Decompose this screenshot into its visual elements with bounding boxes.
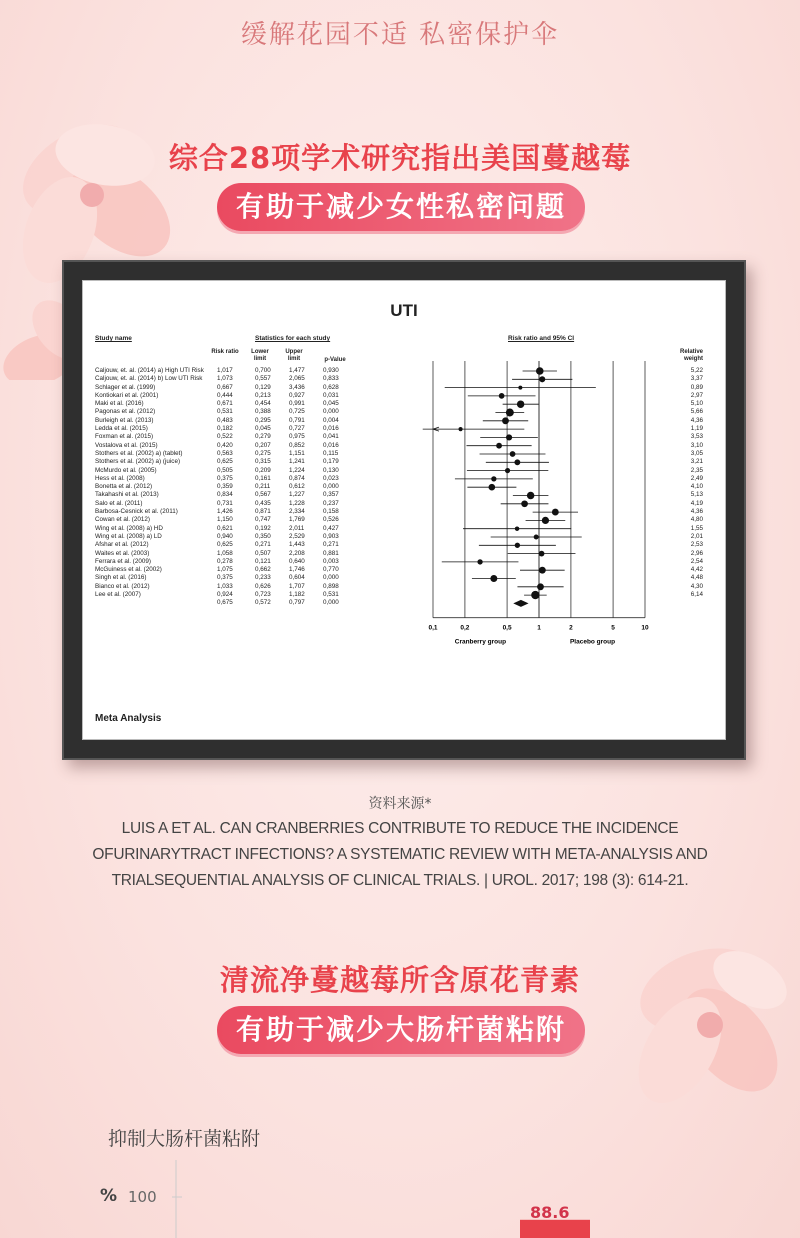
x-tick-label: 5 [611, 624, 615, 632]
cell-rr: 1,017 [217, 367, 233, 374]
cell-hi: 0,797 [289, 599, 305, 607]
cell-weight: 2,35 [690, 466, 703, 474]
cell-lo: 0,279 [255, 433, 271, 441]
cell-p: 0,628 [323, 383, 339, 391]
overall-diamond [513, 600, 528, 607]
cell-p: 0,023 [323, 474, 339, 482]
cell-rr: 0,625 [217, 458, 233, 466]
study-point [502, 417, 509, 424]
cell-weight: 1,55 [690, 524, 703, 532]
cell-weight: 4,80 [690, 516, 703, 524]
cell-hi: 2,334 [289, 508, 305, 516]
pill-reduce-female-issues: 有助于减少女性私密问题 [217, 183, 585, 231]
cell-name: Vostalova et al. (2015) [95, 441, 158, 449]
cell-rr: 0,731 [217, 499, 233, 507]
cell-p: 0,016 [323, 441, 339, 449]
cell-name: Foxman et al. (2015) [95, 433, 154, 441]
y-axis-label: % [100, 1186, 118, 1206]
cell-lo: 0,271 [255, 541, 271, 549]
top-title: 缓解花园不适 私密保护伞 [240, 20, 560, 50]
cell-weight: 2,54 [690, 557, 703, 565]
cell-lo: 0,350 [255, 532, 271, 540]
study-row [95, 583, 365, 591]
cell-hi: 1,224 [289, 466, 305, 474]
study-row [95, 591, 365, 599]
cell-p: 0,031 [323, 391, 339, 399]
study-row [95, 491, 365, 499]
study-point [536, 367, 544, 375]
cell-rr: 0,834 [217, 491, 233, 499]
study-point [515, 543, 520, 548]
study-table [95, 367, 365, 608]
cell-rr: 0,359 [217, 483, 233, 491]
cell-lo: 0,700 [255, 367, 271, 374]
cell-weight: 2,53 [690, 541, 703, 549]
cell-weight: 3,10 [690, 441, 703, 449]
study-point [534, 535, 539, 540]
cell-hi: 1,227 [289, 491, 305, 499]
cell-rr: 0,444 [217, 391, 233, 399]
cell-hi: 0,725 [289, 408, 305, 416]
header-relative-weight: Relative weight [679, 349, 703, 362]
bar-value-label: 88.6 [530, 1203, 570, 1222]
cell-lo: 0,211 [255, 483, 271, 491]
cell-name: Cowan et al. (2012) [95, 516, 150, 524]
citation-line: TRIALSEQUENTIAL ANALYSIS OF CLINICAL TRIALS. | UROL. 2017; 198 (3): 614-21. [111, 872, 689, 889]
study-row [95, 558, 365, 566]
cell-lo: 0,295 [255, 416, 271, 424]
cell-hi: 2,065 [289, 375, 305, 383]
study-point [539, 567, 546, 574]
heading-proanthocyanidins: 清流净蔓越莓所含原花青素 [219, 963, 580, 997]
cell-lo: 0,192 [255, 524, 271, 532]
study-point [491, 476, 496, 481]
study-row [95, 533, 365, 541]
cell-rr: 0,667 [217, 383, 233, 391]
study-point [537, 583, 544, 590]
cell-weight: 5,22 [690, 367, 703, 374]
cell-hi: 0,852 [289, 441, 305, 449]
overall-row [95, 599, 365, 607]
cell-lo: 0,747 [255, 516, 271, 524]
cell-hi: 0,975 [289, 433, 305, 441]
x-tick-label: 0,1 [428, 624, 438, 632]
cell-p: 0,115 [323, 449, 339, 457]
study-point [514, 459, 520, 465]
header-p-value: p-Value [324, 357, 346, 363]
cell-rr: 0,563 [217, 449, 233, 457]
cell-hi: 2,529 [289, 532, 305, 540]
cell-weight: 3,21 [690, 458, 703, 466]
cell-name: Bonetta et al. (2012) [95, 483, 153, 491]
cell-lo: 0,626 [255, 582, 271, 590]
study-row [95, 425, 365, 433]
cell-rr: 1,058 [217, 549, 233, 557]
study-row [95, 541, 365, 549]
study-row [95, 375, 365, 383]
cell-p: 0,016 [323, 425, 339, 433]
cell-p: 0,000 [323, 408, 339, 416]
cell-name: McGuiness et al. (2002) [95, 566, 162, 574]
cell-rr: 0,621 [217, 524, 233, 532]
cell-rr: 1,426 [217, 508, 233, 516]
cell-weight: 4,42 [690, 566, 703, 574]
cell-name: Stothers et al. (2002) a) (juice) [95, 458, 181, 466]
cell-name: Ledda et al. (2015) [95, 425, 148, 433]
y-tick-label: 100 [128, 1188, 157, 1206]
cell-lo: 0,567 [255, 491, 271, 499]
cell-p: 0,158 [323, 508, 339, 516]
cell-lo: 0,388 [255, 408, 271, 416]
cell-rr: 1,073 [217, 375, 233, 383]
cell-rr: 1,075 [217, 566, 233, 574]
cell-p: 0,041 [323, 433, 339, 441]
cell-p: 0,833 [323, 375, 339, 383]
header-upper-limit: Upper limit [285, 349, 303, 362]
cell-p: 0,903 [323, 532, 339, 540]
x-tick-label: 0,5 [502, 624, 512, 632]
cell-p: 0,526 [323, 516, 339, 524]
cell-name: McMurdo et al. (2005) [95, 466, 157, 474]
cell-name: Bianco et al. (2012) [95, 582, 150, 590]
cell-name: Wing et al. (2008) a) HD [95, 524, 163, 532]
study-row [95, 550, 365, 558]
cell-lo: 0,275 [255, 449, 271, 457]
cell-rr: 0,625 [217, 541, 233, 549]
cell-lo: 0,209 [255, 466, 271, 474]
study-point [517, 400, 524, 407]
bar-chart-title: 抑制大肠杆菌粘附 [108, 1128, 261, 1150]
cell-weight: 2,49 [690, 474, 703, 482]
cell-p: 0,930 [323, 367, 339, 374]
cell-name: Burleigh et al. (2013) [95, 416, 154, 424]
cell-hi: 1,746 [289, 566, 305, 574]
cell-hi: 0,640 [289, 557, 305, 565]
cell-hi: 2,208 [289, 549, 305, 557]
cell-weight: 1,19 [690, 425, 703, 433]
cell-lo: 0,435 [255, 499, 271, 507]
cell-rr: 0,671 [217, 400, 233, 408]
cell-hi: 1,151 [289, 449, 305, 457]
pill-reduce-ecoli: 有助于减少大肠杆菌粘附 [217, 1006, 585, 1054]
cell-name: Salo et al. (2011) [95, 499, 143, 507]
study-point [505, 468, 510, 473]
cell-lo: 0,723 [255, 591, 271, 599]
cell-name: Caljouw, et. al. (2014) b) Low UTI Risk [95, 375, 203, 383]
cell-lo: 0,507 [255, 549, 271, 557]
cell-name: Ferrara et al. (2009) [95, 557, 151, 565]
x-tick-label: 0,2 [460, 624, 470, 632]
cell-hi: 1,477 [289, 367, 305, 374]
cell-name: Stothers et al. (2002) a) (tablet) [95, 449, 183, 457]
cell-hi: 2,011 [289, 524, 305, 532]
cell-rr: 0,505 [217, 466, 233, 474]
cell-hi: 0,991 [289, 400, 305, 408]
study-row [95, 516, 365, 524]
cell-hi: 1,707 [289, 582, 305, 590]
cell-weight: 3,05 [690, 449, 703, 457]
cell-p: 0,000 [323, 483, 339, 491]
cell-name: Afshar et al. (2012) [95, 541, 149, 549]
study-point [527, 492, 535, 500]
cell-hi: 0,791 [289, 416, 305, 424]
cell-p: 0,427 [323, 524, 339, 532]
citation-line: OFURINARYTRACT INFECTIONS? A SYSTEMATIC REVIEW WITH META-ANALYSIS AND [92, 846, 708, 863]
study-point [496, 443, 502, 449]
cell-hi: 3,436 [289, 383, 305, 391]
cell-rr: 0,522 [217, 433, 233, 441]
cell-weight: 4,36 [690, 416, 703, 424]
header-risk-ratio-ci: Risk ratio and 95% CI [508, 335, 575, 342]
x-tick-label: 2 [569, 624, 573, 632]
header-lower-limit: Lower limit [251, 349, 269, 362]
study-point [552, 509, 559, 516]
study-row [95, 408, 365, 416]
cell-rr: 0,675 [217, 599, 233, 607]
cell-lo: 0,662 [255, 566, 271, 574]
cell-lo: 0,454 [255, 400, 271, 408]
cell-p: 0,000 [323, 574, 339, 582]
cell-p: 0,357 [323, 491, 339, 499]
cell-rr: 1,033 [217, 582, 233, 590]
cell-p: 0,237 [323, 499, 339, 507]
study-point [499, 393, 505, 399]
study-point [489, 484, 496, 491]
bar-value-88-6 [520, 1220, 590, 1238]
cell-weight: 3,37 [690, 375, 703, 383]
cell-name: Hess et al. (2008) [95, 474, 145, 482]
cell-name: Takahashi et al. (2013) [95, 491, 159, 499]
cell-lo: 0,213 [255, 391, 271, 399]
study-row [95, 467, 365, 475]
study-point [539, 376, 545, 382]
cell-lo: 0,557 [255, 375, 271, 383]
cell-p: 0,130 [323, 466, 339, 474]
cell-p: 0,000 [323, 599, 339, 607]
study-row [95, 500, 365, 508]
study-row [95, 367, 365, 375]
cell-weight: 2,01 [690, 532, 703, 540]
study-row [95, 458, 365, 466]
study-row [95, 384, 365, 392]
cell-weight: 4,36 [690, 508, 703, 516]
citation [80, 816, 720, 894]
cell-weight: 4,19 [690, 499, 703, 507]
cell-p: 0,045 [323, 400, 339, 408]
cell-hi: 0,874 [289, 474, 305, 482]
cell-p: 0,004 [323, 416, 339, 424]
study-row [95, 400, 365, 408]
cell-hi: 0,927 [289, 391, 305, 399]
cell-rr: 0,531 [217, 408, 233, 416]
cell-rr: 0,182 [217, 425, 233, 433]
cell-name: Singh et al. (2016) [95, 574, 147, 582]
header-statistics: Statistics for each study [255, 335, 331, 342]
cell-name: Wing et al. (2008) a) LD [95, 532, 162, 540]
study-point [515, 526, 520, 531]
cell-hi: 1,228 [289, 499, 305, 507]
study-point [458, 427, 462, 431]
cell-hi: 1,769 [289, 516, 305, 524]
x-tick-label: 10 [641, 624, 649, 632]
header-study-name: Study name [95, 335, 132, 342]
source-label: 资料来源* [368, 796, 432, 812]
study-point [510, 451, 516, 457]
cell-p: 0,770 [323, 566, 339, 574]
study-row [95, 475, 365, 483]
study-point [542, 517, 549, 524]
header-risk-ratio: Risk ratio [211, 349, 239, 355]
study-row [95, 508, 365, 516]
cell-weight: 2,97 [690, 391, 703, 399]
cell-name: Lee et al. (2007) [95, 591, 141, 599]
study-row [95, 450, 365, 458]
cell-p: 0,271 [323, 541, 339, 549]
citation-line: LUIS A ET AL. CAN CRANBERRIES CONTRIBUTE TO REDUCE THE INCIDENCE [121, 820, 679, 837]
cell-weight: 2,96 [690, 549, 703, 557]
study-row [95, 417, 365, 425]
cell-p: 0,881 [323, 549, 339, 557]
cell-rr: 0,420 [217, 441, 233, 449]
cell-hi: 1,443 [289, 541, 305, 549]
study-row [95, 433, 365, 441]
cell-weight: 5,13 [690, 491, 703, 499]
cell-p: 0,531 [323, 591, 339, 599]
cell-rr: 0,924 [217, 591, 233, 599]
cell-lo: 0,871 [255, 508, 271, 516]
cell-rr: 0,940 [217, 532, 233, 540]
picture-frame [62, 260, 746, 760]
study-row [95, 574, 365, 582]
cell-hi: 1,182 [289, 591, 305, 599]
cell-lo: 0,315 [255, 458, 271, 466]
cell-name: Kontiokari et al. (2001) [95, 391, 159, 399]
study-point [506, 409, 514, 417]
cell-lo: 0,207 [255, 441, 271, 449]
x-label-cranberry: Cranberry group [454, 638, 507, 646]
cell-name: Caljouw, et. al. (2014) a) High UTI Risk [95, 367, 204, 374]
study-row [95, 442, 365, 450]
bar-chart [170, 1160, 730, 1238]
cell-rr: 1,150 [217, 516, 233, 524]
cell-rr: 0,483 [217, 416, 233, 424]
cell-hi: 1,241 [289, 458, 305, 466]
cell-weight: 5,10 [690, 400, 703, 408]
x-tick-label: 1 [537, 624, 541, 632]
cell-name: Schlager et al. (1999) [95, 383, 156, 391]
study-point [539, 551, 545, 557]
cell-lo: 0,233 [255, 574, 271, 582]
cell-p: 0,003 [323, 557, 339, 565]
cell-weight: 3,53 [690, 433, 703, 441]
study-point [477, 559, 482, 564]
cell-rr: 0,375 [217, 574, 233, 582]
study-row [95, 566, 365, 574]
cell-p: 0,179 [323, 458, 339, 466]
x-label-placebo: Placebo group [569, 638, 616, 646]
study-row [95, 525, 365, 533]
cell-hi: 0,612 [289, 483, 305, 491]
study-point [506, 434, 512, 440]
cell-lo: 0,045 [255, 425, 271, 433]
cell-name: Barbosa-Cesnick et al. (2011) [95, 508, 178, 516]
study-row [95, 483, 365, 491]
cell-name: Maki et al. (2016) [95, 400, 144, 408]
cell-weight: 4,10 [690, 483, 703, 491]
cell-p: 0,898 [323, 582, 339, 590]
study-row [95, 392, 365, 400]
study-point [521, 500, 528, 507]
heading-cranberry-research: 综合28项学术研究指出美国蔓越莓 [168, 141, 632, 175]
forest-plot [413, 361, 673, 701]
study-point [490, 575, 497, 582]
cell-rr: 0,375 [217, 474, 233, 482]
cell-hi: 0,604 [289, 574, 305, 582]
cell-weight: 6,14 [690, 591, 703, 599]
cell-weight: 4,48 [690, 574, 703, 582]
cell-rr: 0,278 [217, 557, 233, 565]
cell-lo: 0,121 [255, 557, 271, 565]
study-point [518, 386, 522, 390]
cell-name: Pagonas et al. (2012) [95, 408, 156, 416]
cell-lo: 0,129 [255, 383, 271, 391]
cell-lo: 0,161 [255, 474, 271, 482]
meta-analysis-label: Meta Analysis [95, 713, 162, 724]
cell-weight: 5,66 [690, 408, 703, 416]
study-point [531, 591, 539, 599]
forest-plot-paper [82, 280, 726, 740]
cell-name: Waites et al. (2003) [95, 549, 150, 557]
cell-hi: 0,727 [289, 425, 305, 433]
cell-weight: 4,30 [690, 582, 703, 590]
cell-weight: 0,89 [690, 383, 703, 391]
forest-plot-title: UTI [390, 301, 418, 320]
cell-lo: 0,572 [255, 599, 271, 607]
